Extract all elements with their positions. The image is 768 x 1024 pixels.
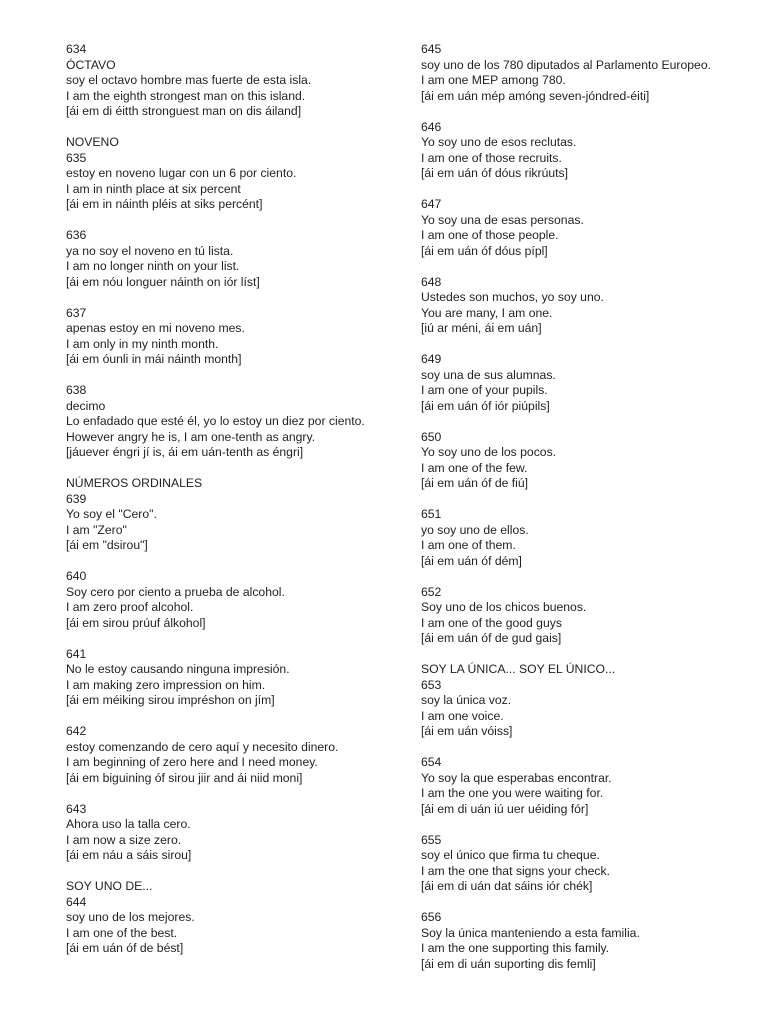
entry-line: Yo soy la que esperabas encontrar. [421, 770, 612, 785]
phrase-entry [66, 42, 386, 120]
phrase-entry [66, 383, 386, 461]
entry-line: [ái em biguining óf sirou jiir and ái niid moni] [66, 770, 303, 785]
entry-line: [ái em di éitth stronguest man on dis áiland] [66, 104, 302, 118]
entry-line: 636 [66, 228, 87, 242]
entry-line: I am one MEP among 780. [421, 73, 566, 87]
entry-line: I am no longer ninth on your list. [66, 259, 240, 273]
entry-line: [ái em náu a sáis sirou] [66, 848, 192, 862]
entry-line: Yo soy el "Cero". [66, 507, 157, 521]
entry-line: 648 [421, 274, 442, 289]
entry-line: 651 [421, 507, 442, 521]
entry-line: 647 [421, 197, 442, 211]
entry-line: 638 [66, 383, 87, 397]
entry-line: 644 [66, 894, 87, 909]
entry-line: [ái em di uán dat sáins iór chék] [421, 879, 593, 893]
entry-line: Ustedes son muchos, yo soy uno. [421, 290, 604, 304]
entry-line: estoy en noveno lugar con un 6 por ciento. [66, 166, 297, 180]
entry-line: I am one of the good guys [421, 615, 562, 630]
left-column [66, 42, 386, 972]
entry-line: [ái em uán óf de gud gais] [421, 631, 562, 645]
entry-line: 646 [421, 119, 442, 134]
phrase-entry [421, 507, 741, 569]
entry-line: 654 [421, 755, 442, 769]
phrase-entry [421, 120, 741, 182]
entry-line: [ái em óunli in mái náinth month] [66, 352, 242, 366]
entry-line: Soy la única manteniendo a esta familia. [421, 925, 640, 940]
entry-line: 655 [421, 832, 442, 847]
phrase-entry [421, 430, 741, 492]
entry-line: ÓCTAVO [66, 57, 116, 72]
entry-line: NOVENO [66, 135, 119, 149]
phrase-entry [66, 476, 386, 554]
entry-line: I am now a size zero. [66, 832, 182, 847]
entry-line: I am "Zero" [66, 522, 127, 537]
entry-line: yo soy uno de ellos. [421, 522, 529, 537]
entry-line: [ái em uán mép amóng seven-jóndred-éiti] [421, 88, 650, 103]
entry-line: I am beginning of zero here and I need money. [66, 755, 318, 769]
entry-line: 652 [421, 584, 442, 599]
entry-line: SOY UNO DE... [66, 879, 153, 893]
entry-line: [iú ar méni, ái em uán] [421, 321, 542, 335]
entry-line: 642 [66, 724, 87, 738]
phrase-entry [66, 569, 386, 631]
entry-line: 634 [66, 42, 87, 56]
entry-line: I am one voice. [421, 708, 504, 723]
phrase-entry [66, 647, 386, 709]
phrase-entry [66, 879, 386, 957]
entry-line: 653 [421, 677, 442, 692]
entry-line: 640 [66, 569, 87, 583]
entry-line: [ái em nóu longuer náinth on iór líst] [66, 274, 260, 289]
entry-line: [ái em uán óf de bést] [66, 941, 184, 955]
entry-line: I am the one supporting this family. [421, 941, 610, 955]
entry-line: I am zero proof alcohol. [66, 600, 194, 614]
entry-line: I am making zero impression on him. [66, 677, 266, 692]
phrase-entry [66, 306, 386, 368]
entry-line: 656 [421, 910, 442, 924]
entry-line: 643 [66, 801, 87, 816]
entry-line: I am only in my ninth month. [66, 336, 219, 351]
entry-line: I am the one you were waiting for. [421, 786, 604, 800]
entry-line: I am one of them. [421, 538, 516, 552]
entry-line: [ái em "dsirou"] [66, 538, 148, 552]
entry-line: 641 [66, 646, 87, 661]
entry-line: I am one of your pupils. [421, 383, 548, 397]
entry-line: ya no soy el noveno en tú lista. [66, 243, 234, 258]
entry-line: Yo soy una de esas personas. [421, 212, 584, 227]
phrase-entry [421, 755, 741, 817]
phrase-entry [66, 724, 386, 786]
entry-line: I am one of those recruits. [421, 150, 562, 165]
phrase-entry [66, 135, 386, 213]
entry-line: 639 [66, 491, 87, 506]
entry-line: However angry he is, I am one-tenth as angry. [66, 429, 316, 444]
entry-line: Ahora uso la talla cero. [66, 817, 191, 831]
entry-line: [ái em uán óf de fiú] [421, 476, 529, 490]
entry-line: I am one of the best. [66, 925, 178, 940]
entry-line: No le estoy causando ninguna impresión. [66, 662, 290, 676]
entry-line: soy una de sus alumnas. [421, 367, 556, 382]
entry-line: [ái em sirou prúuf álkohol] [66, 615, 206, 630]
entry-line: 650 [421, 429, 442, 444]
phrase-entry [421, 42, 741, 104]
entry-line: Lo enfadado que esté él, yo lo estoy un diez por ciento. [66, 414, 365, 428]
entry-line: Yo soy uno de los pocos. [421, 445, 557, 459]
phrase-entry [421, 833, 741, 895]
entry-line: [ái em méiking sirou impréshon on jím] [66, 693, 275, 707]
right-column [421, 42, 741, 988]
entry-line: soy el octavo hombre mas fuerte de esta isla. [66, 73, 312, 87]
entry-line: [jáuever éngri jí is, ái em uán-tenth as éngri] [66, 445, 304, 459]
entry-line: estoy comenzando de cero aquí y necesito dinero. [66, 739, 339, 754]
phrase-entry [421, 352, 741, 414]
entry-line: You are many, I am one. [421, 305, 553, 320]
phrase-entry [421, 585, 741, 647]
entry-line: I am the eighth strongest man on this island. [66, 88, 306, 103]
entry-line: [ái em uán óf iór piúpils] [421, 398, 550, 413]
entry-line: [ái em uán óf dém] [421, 553, 522, 568]
entry-line: soy uno de los mejores. [66, 910, 195, 924]
phrase-entry [66, 802, 386, 864]
entry-line: 637 [66, 305, 87, 320]
phrase-entry [421, 197, 741, 259]
entry-line: 649 [421, 352, 442, 366]
phrase-entry [421, 910, 741, 972]
entry-line: 645 [421, 42, 442, 56]
entry-line: [ái em di uán suporting dis femli] [421, 956, 596, 971]
entry-line: soy el único que firma tu cheque. [421, 848, 600, 862]
phrase-entry [421, 275, 741, 337]
phrase-entry [66, 228, 386, 290]
entry-line: [ái em di uán iú uer uéiding fór] [421, 801, 589, 816]
entry-line: I am in ninth place at six percent [66, 181, 241, 196]
entry-line: Soy cero por ciento a prueba de alcohol. [66, 584, 285, 599]
entry-line: I am one of the few. [421, 460, 528, 475]
entry-line: Yo soy uno de esos reclutas. [421, 135, 577, 149]
entry-line: [ái em uán óf dóus pípl] [421, 243, 548, 258]
entry-line: Soy uno de los chicos buenos. [421, 600, 587, 614]
entry-line: decimo [66, 398, 106, 413]
entry-line: SOY LA ÚNICA... SOY EL ÚNICO... [421, 662, 616, 676]
entry-line: I am one of those people. [421, 228, 559, 242]
entry-line: [ái em uán óf dóus rikrúuts] [421, 166, 568, 180]
entry-line: soy la única voz. [421, 693, 512, 707]
entry-line: [ái em uán vóiss] [421, 724, 513, 738]
entry-line: 635 [66, 150, 87, 165]
entry-line: [ái em in náinth pléis at siks percént] [66, 197, 263, 211]
entry-line: NÚMEROS ORDINALES [66, 476, 203, 490]
entry-line: soy uno de los 780 diputados al Parlamento Europeo. [421, 57, 711, 72]
entry-line: I am the one that signs your check. [421, 863, 611, 878]
phrase-entry [421, 662, 741, 740]
entry-line: apenas estoy en mi noveno mes. [66, 321, 245, 335]
